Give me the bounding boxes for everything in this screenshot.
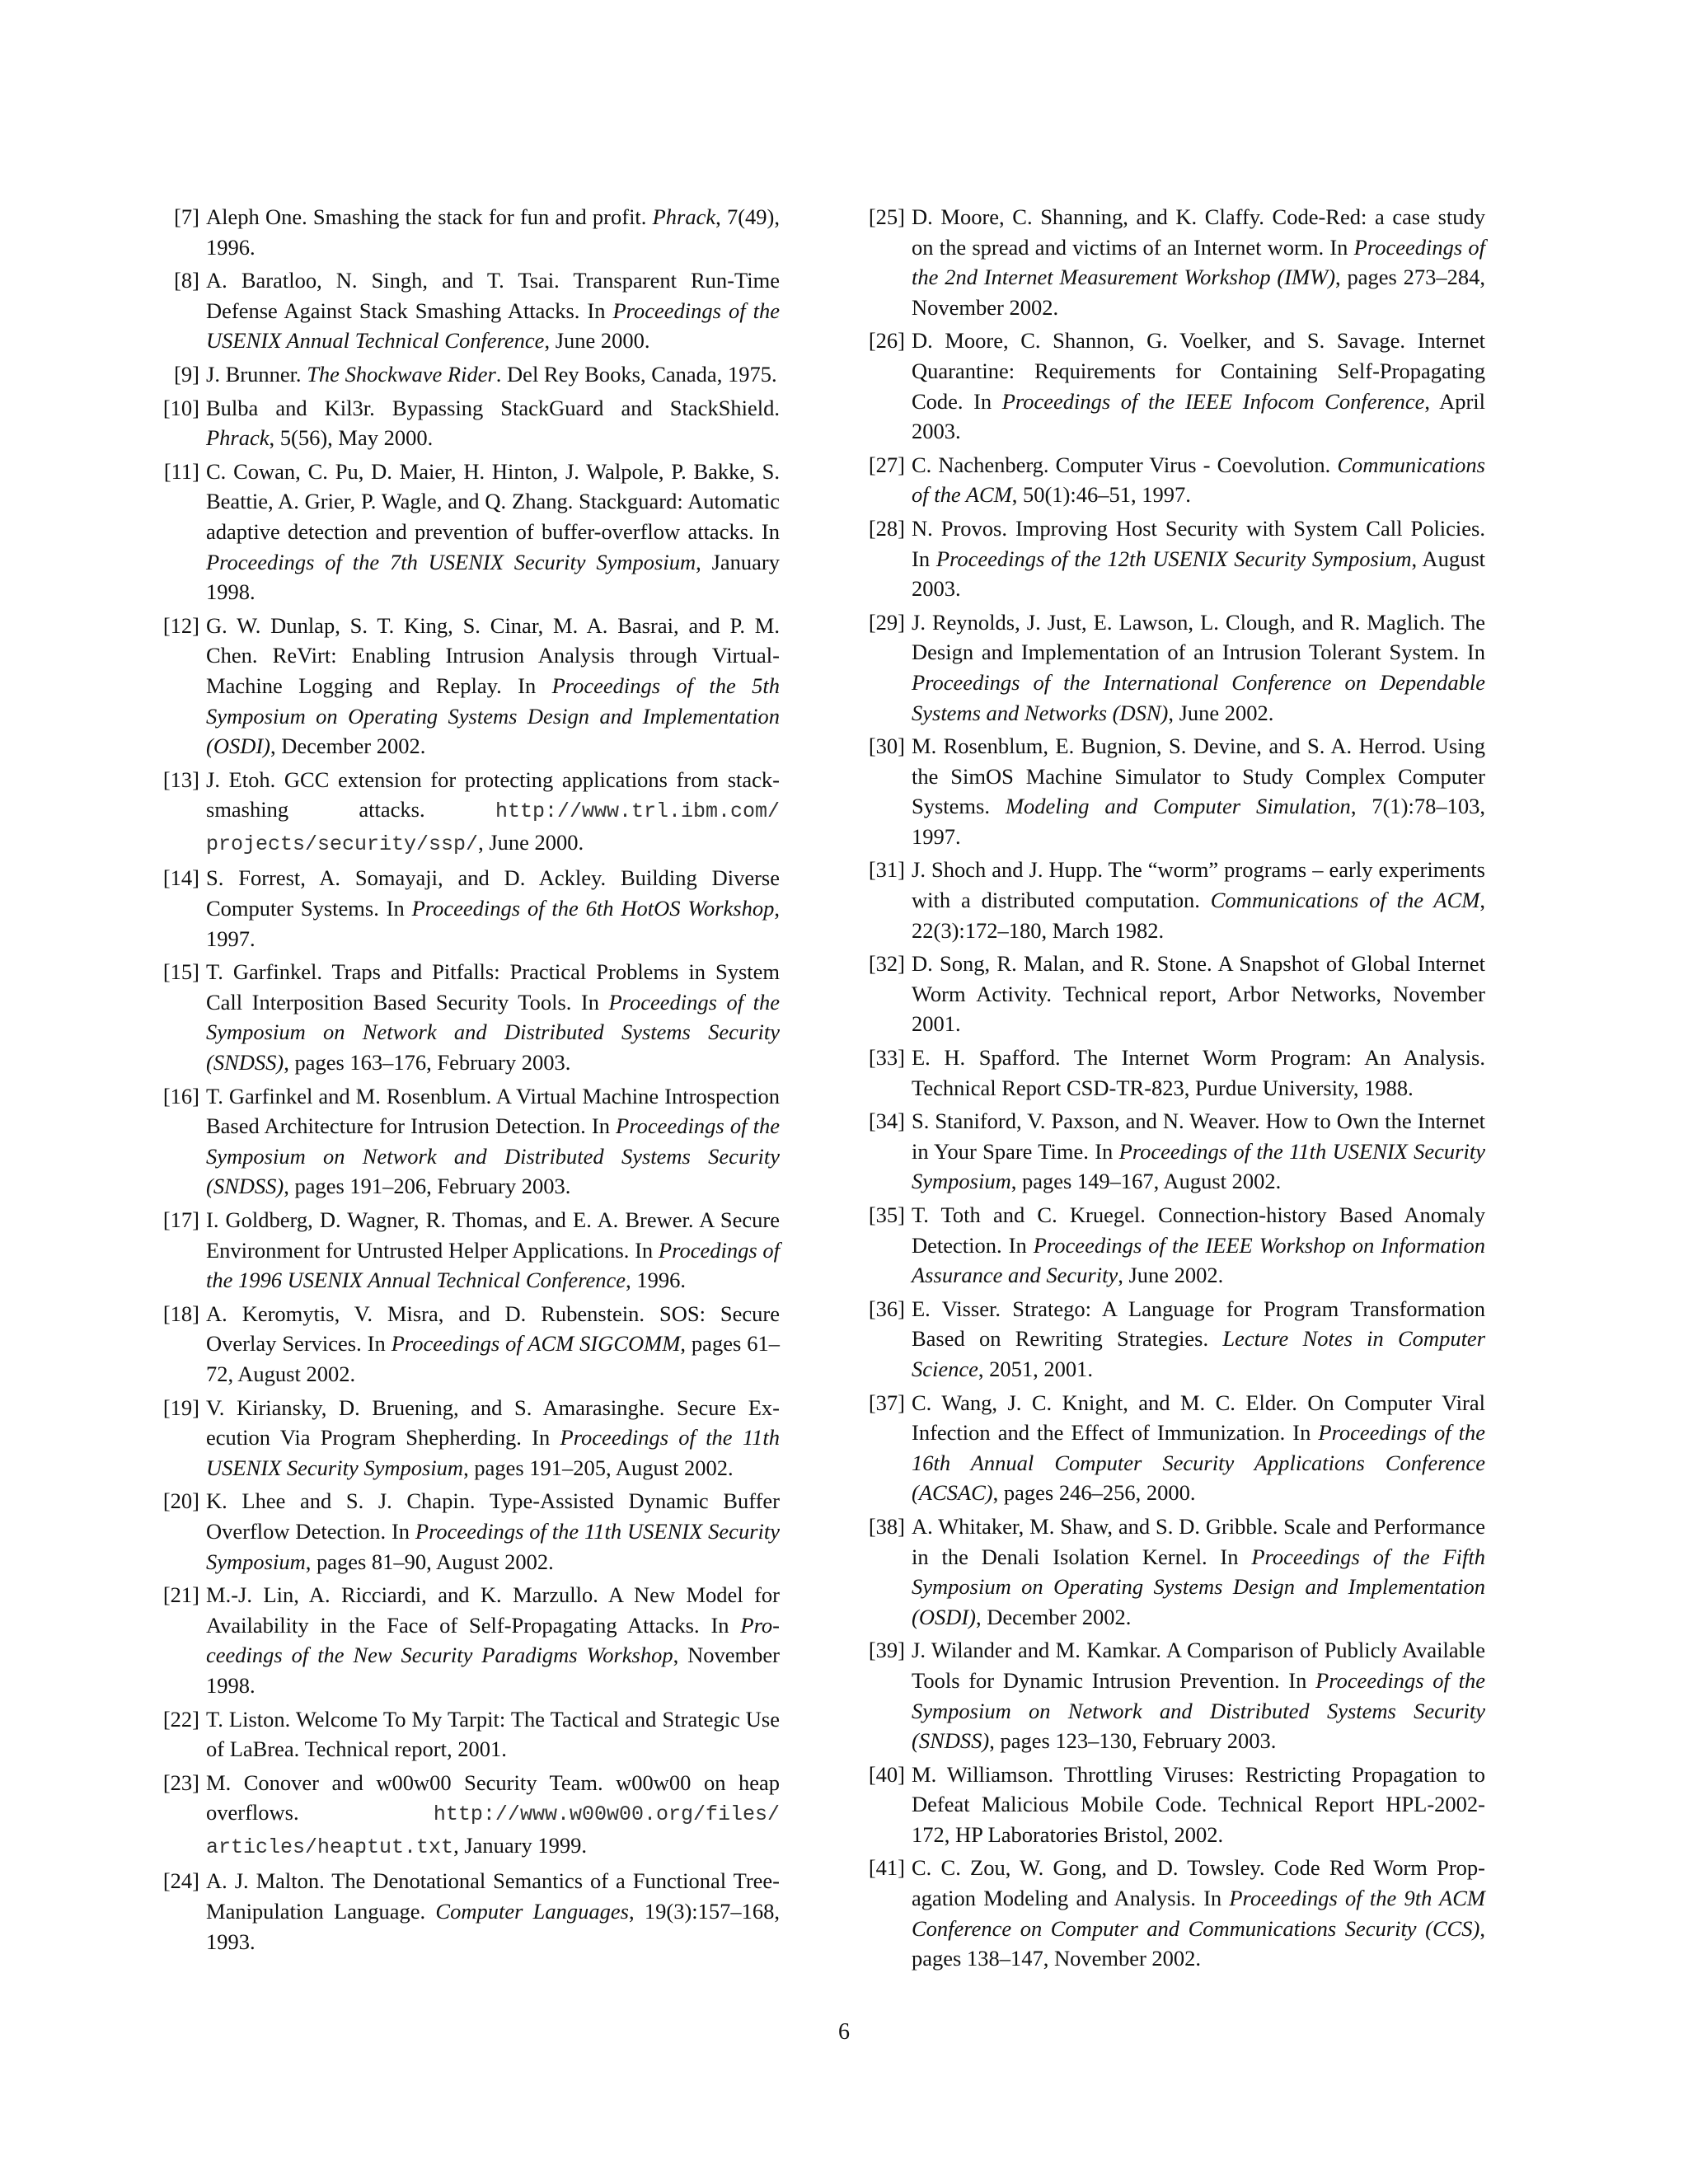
reference-text: E. Visser. Stratego: A Language for Program Transformation Based on Rewriting Strategies. [912,1296,1485,1352]
reference-text: M.-J. Lin, A. Ricciardi, and K. Marzullo. A New Model for Availability in the Face of Self-Propagating Attacks. In [206,1582,780,1638]
reference-text: D. Moore, C. Shanning, and K. Claffy. Code-Red: a case study on the spread and victims of an Internet worm. In [912,204,1485,260]
reference-entry [153,265,780,356]
reference-entry [859,1043,1485,1103]
reference-text: D. Song, R. Malan, and R. Stone. A Snapshot of Global Internet Worm Activity. Technical report, Arbor Networks, November 2001. [912,951,1485,1037]
reference-entry [153,1580,780,1700]
reference-number: [16] [162,1083,199,1108]
reference-text: T. Garfinkel. Traps and Pitfalls: Practical Problems in System Call Interposition Based Security Tools. In [206,959,780,1015]
reference-text: Proceedings of the International Conference on Dependable Systems and Networks (DSN) [912,669,1485,725]
reference-text: J. Brunner. [206,361,307,387]
reference-text: , January 1999. [453,1832,587,1858]
reference-text: C. Wang, J. C. Knight, and M. C. Elder. On Computer Viral Infection and the Effect of Immunization. In [912,1390,1485,1446]
reference-number: [23] [162,1769,199,1795]
reference-text: Proceedings of the New Security Paradigms Workshop [206,1612,780,1668]
reference-text: , 50(1):46–51, 1997. [1011,482,1191,508]
reference-text: , pages 191–206, February 2003. [284,1174,571,1199]
reference-text: , June 2000. [478,829,584,855]
reference-text: D. Moore, C. Shannon, G. Voelker, and S. Savage. Internet Quarantine: Requirements for Containing Self-Propagating Code. In [912,328,1485,414]
reference-text: , pages 163–176, February 2003. [284,1050,571,1076]
reference-text: S. Staniford, V. Paxson, and N. Weaver. How to Own the Internet in Your Spare Time. In [912,1108,1485,1164]
reference-number: [40] [868,1761,905,1787]
reference-entry [153,957,780,1077]
references-right-column [859,202,1485,1977]
reference-number: [34] [868,1108,905,1134]
reference-number: [24] [162,1868,199,1894]
reference-number: [35] [868,1202,905,1227]
reference-number: [28] [868,515,905,541]
reference-text: , pages 123–130, February 2003. [989,1728,1277,1754]
reference-text: Proceedings of the Fifth Symposium on Operating Systems Design and Implementation (OSDI) [912,1544,1485,1629]
reference-text: , 1997. [206,896,780,951]
reference-text: Proceedings of ACM SIGCOMM [391,1331,681,1357]
reference-text: C. Nachenberg. Computer Virus - Coevolution. [912,452,1338,477]
reference-text: , 5(56), May 2000. [269,425,434,451]
reference-number: [22] [162,1706,199,1732]
reference-text: Phrack [652,204,716,229]
reference-text: Proceedings of the Symposium on Network and Distributed Systems Security (SNDSS) [206,1113,780,1199]
reference-text: Proceedings of the 11th USENIX Security Symposium [206,1425,780,1480]
reference-text: Communications of the ACM [1210,888,1480,913]
reference-number: [30] [868,733,905,759]
reference-entry [859,1200,1485,1291]
reference-number: [25] [868,204,905,229]
reference-text: S. Forrest, A. Somayaji, and D. Ackley. Building Diverse Computer Systems. In [206,865,780,921]
reference-text: J. Reynolds, J. Just, E. Lawson, L. Clough, and R. Maglich. The Design and Implementation of an Intrusion Tolerant System. In [912,609,1485,665]
reference-entry [859,1294,1485,1385]
reference-text: Communications of the ACM [912,452,1485,508]
reference-entry [153,1768,780,1863]
reference-text: J. Wilander and M. Kamkar. A Comparison of Publicly Available Tools for Dynamic Intrusion Prevention. In [912,1638,1485,1693]
reference-text: , June 2000. [544,328,650,354]
reference-text: T. Garfinkel and M. Rosenblum. A Virtual Machine Introspection Based Architecture for Intrusion Detection. In [206,1083,780,1139]
reference-text: Aleph One. Smashing the stack for fun and profit. [206,204,653,229]
reference-number: [10] [162,395,199,420]
reference-text: , November 1998. [206,1643,780,1698]
reference-text: , pages 273–284, November 2002. [912,265,1485,320]
reference-text: The Shockwave Rider [307,361,496,387]
reference-number: [15] [162,959,199,985]
reference-number: [13] [162,766,199,792]
reference-entry [859,1853,1485,1973]
page-number: 6 [838,2019,850,2045]
reference-text: Proceedings of the 7th USENIX Security Symposium [206,549,696,574]
reference-text: , 19(3):157–168, 1993. [206,1899,781,1954]
reference-entry [859,202,1485,322]
reference-number: [21] [162,1582,199,1608]
reference-text: Proceedings of the Symposium on Network and Distributed Systems Security (SNDSS) [206,989,780,1076]
reference-text: Proceedings of the IEEE Infocom Conference [1001,388,1425,414]
reference-text: . Del Rey Books, Canada, 1975. [495,361,777,387]
reference-text: , June 2002. [1118,1263,1224,1288]
reference-entry [859,1388,1485,1508]
reference-entry [153,1299,780,1390]
reference-text: T. Toth and C. Kruegel. Connection-history Based Anomaly Detection. In [912,1202,1485,1258]
reference-number: [27] [868,452,905,477]
reference-entry [859,607,1485,728]
reference-entry [153,202,780,262]
reference-entry [859,855,1485,945]
reference-number: [31] [868,857,905,883]
reference-text: , pages 246–256, 2000. [992,1480,1196,1506]
reference-text: J. Etoh. GCC extension for protecting applications from stack-smashing attacks. [206,766,780,823]
reference-text: , 22(3):172–180, March 1982. [912,888,1485,943]
reference-text: Proceedings of the 12th USENIX Security Symposium [935,546,1412,571]
reference-text: V. Kiriansky, D. Bruening, and S. Amarasinghe. Secure Execution Via Program Shepherding. In [206,1394,780,1451]
reference-number: [37] [868,1390,905,1415]
reference-entry [153,765,780,860]
reference-text: K. Lhee and S. J. Chapin. Type-Assisted Dynamic Buffer Overflow Detection. In [206,1488,780,1544]
reference-entry [859,450,1485,510]
reference-text: A. Whitaker, M. Shaw, and S. D. Gribble. Scale and Performance in the Denali Isolation Kernel. In [912,1513,1485,1569]
reference-number: [18] [162,1301,199,1326]
reference-text: , June 2002. [1168,700,1274,725]
reference-entry [153,1866,780,1957]
reference-text: , pages 138–147, November 2002. [912,1915,1485,1971]
reference-text: Lecture Notes in Computer Science [912,1326,1486,1381]
reference-entry [859,949,1485,1039]
reference-text: Proceedings of the IEEE Workshop on Information Assurance and Security [912,1232,1485,1288]
reference-text: Proceedings of the 2nd Internet Measurement Workshop (IMW) [912,234,1485,290]
reference-text: Computer Languages [435,1899,629,1924]
reference-text: , 7(49), 1996. [206,204,780,260]
reference-entry [153,611,780,762]
reference-entry [859,1511,1485,1632]
reference-entry [859,731,1485,851]
reference-text: Proceedings of the 6th HotOS Workshop [411,896,775,921]
reference-entry [153,393,780,453]
reference-text: A. Keromytis, V. Misra, and D. Rubenstein. SOS: Secure Overlay Services. In [206,1301,780,1357]
reference-text: M. Rosenblum, E. Bugnion, S. Devine, and S. A. Herrod. Using the SimOS Machine Simulator to Study Complex Computer Systems. [912,733,1485,819]
reference-text: , December 2002. [270,733,426,759]
reference-entry [859,1760,1485,1850]
reference-number: [9] [174,361,199,387]
reference-text: , pages 149–167, August 2002. [1010,1169,1282,1194]
reference-entry [153,1486,780,1577]
reference-text: , January 1998. [206,549,780,605]
reference-text: Proceedings of the 9th ACM Conference on Computer and Communications Security (CCS) [912,1886,1485,1941]
reference-number: [20] [162,1488,199,1514]
reference-text: Proceedings of the 5th Symposium on Operating Systems Design and Implementation (OSDI) [206,673,780,759]
reference-number: [19] [162,1394,199,1420]
reference-text: M. Williamson. Throttling Viruses: Restricting Propagation to Defeat Malicious Mobile Code. Technical Report HPL-2002-172, HP Laboratories Bristol, 2002. [912,1761,1485,1847]
reference-text: T. Liston. Welcome To My Tarpit: The Tactical and Strategic Use of LaBrea. Technical report, 2001. [206,1706,780,1762]
reference-entry [859,1635,1485,1755]
reference-text: Proceedings of the 11th USENIX Security Symposium [912,1138,1485,1194]
reference-entry [859,326,1485,446]
reference-text: , 7(1):78–103, 1997. [912,794,1485,849]
reference-text: , pages 191–205, August 2002. [463,1455,734,1480]
reference-text: , August 2003. [912,546,1485,602]
reference-text: C. Cowan, C. Pu, D. Maier, H. Hinton, J. Walpole, P. Bakke, S. Beattie, A. Grier, P. Wagle, and Q. Zhang. Stackguard: Automatic adaptive detection and prevention of buffer-overflow attacks. In [206,458,780,544]
reference-number: [26] [868,328,905,354]
reference-number: [36] [868,1296,905,1321]
reference-number: [17] [162,1207,199,1232]
reference-text: Proceedings of the Symposium on Network and Distributed Systems Security (SNDSS) [912,1667,1486,1754]
reference-text: G. W. Dunlap, S. T. King, S. Cinar, M. A. Basrai, and P. M. Chen. ReVirt: Enabling Intrusion Analysis through Virtual-Machine Logging and Replay. In [206,612,780,698]
reference-text: Proceedings of the 11th USENIX Security Symposium [206,1518,780,1574]
reference-entry [153,863,780,954]
reference-text: , December 2002. [976,1604,1132,1629]
references-left-column [153,202,780,1960]
reference-number: [32] [868,951,905,977]
reference-number: [11] [163,458,199,484]
reference-text: , 2051, 2001. [978,1356,1094,1381]
reference-entry [153,1205,780,1296]
reference-number: [14] [162,865,199,891]
reference-text: , pages 81–90, August 2002. [305,1549,554,1574]
reference-text: J. Shoch and J. Hupp. The “worm” programs – early experiments with a distributed computation. [912,857,1485,913]
reference-entry [153,1704,780,1765]
reference-text: Phrack [206,425,270,451]
reference-entry [153,1393,780,1483]
reference-number: [41] [868,1855,905,1881]
reference-text: A. Baratloo, N. Singh, and T. Tsai. Transparent Run-Time Defense Against Stack Smashing Attacks. In [206,268,780,323]
reference-text: Proceedings of the USENIX Annual Technical Conference [206,298,780,354]
reference-url: http://www.w00w00.org/files/ articles/heaptut.txt [206,1802,780,1859]
reference-entry [153,359,780,390]
reference-text: C. C. Zou, W. Gong, and D. Towsley. Code Red Worm Propagation Modeling and Analysis. In [912,1855,1485,1911]
reference-number: [7] [174,204,199,229]
reference-text: , April 2003. [912,388,1486,444]
reference-entry [153,457,780,607]
reference-entry [859,1106,1485,1197]
reference-number: [29] [868,609,905,635]
reference-number: [38] [868,1513,905,1539]
reference-text: M. Conover and w00w00 Security Team. w00w00 on heap overflows. [206,1769,780,1825]
reference-text: E. H. Spafford. The Internet Worm Program: An Analysis. Technical Report CSD-TR-823, Purdue University, 1988. [912,1045,1485,1100]
reference-text: N. Provos. Improving Host Security with System Call Policies. In [912,515,1485,571]
reference-entry [153,1081,780,1202]
reference-entry [859,513,1485,604]
reference-text: I. Goldberg, D. Wagner, R. Thomas, and E. A. Brewer. A Secure Environment for Untrusted Helper Applications. In [206,1207,780,1263]
reference-text: Proceedings of the 16th Annual Computer Security Applications Conference (ACSAC) [912,1420,1485,1506]
reference-text: , pages 61–72, August 2002. [206,1331,780,1386]
reference-number: [39] [868,1638,905,1663]
reference-number: [12] [162,612,199,638]
reference-number: [33] [868,1045,905,1071]
reference-text: Bulba and Kil3r. Bypassing StackGuard and StackShield. [206,395,780,420]
reference-url: http://www.trl.ibm.com/ projects/security/ssp/ [206,799,780,856]
reference-text: , 1996. [626,1268,686,1293]
reference-text: Procedings of the 1996 USENIX Annual Technical Conference [206,1237,780,1293]
reference-number: [8] [174,268,199,293]
reference-text: Modeling and Computer Simulation [1005,794,1351,819]
reference-text: A. J. Malton. The Denotational Semantics of a Functional Tree-Manipulation Language. [206,1868,780,1924]
